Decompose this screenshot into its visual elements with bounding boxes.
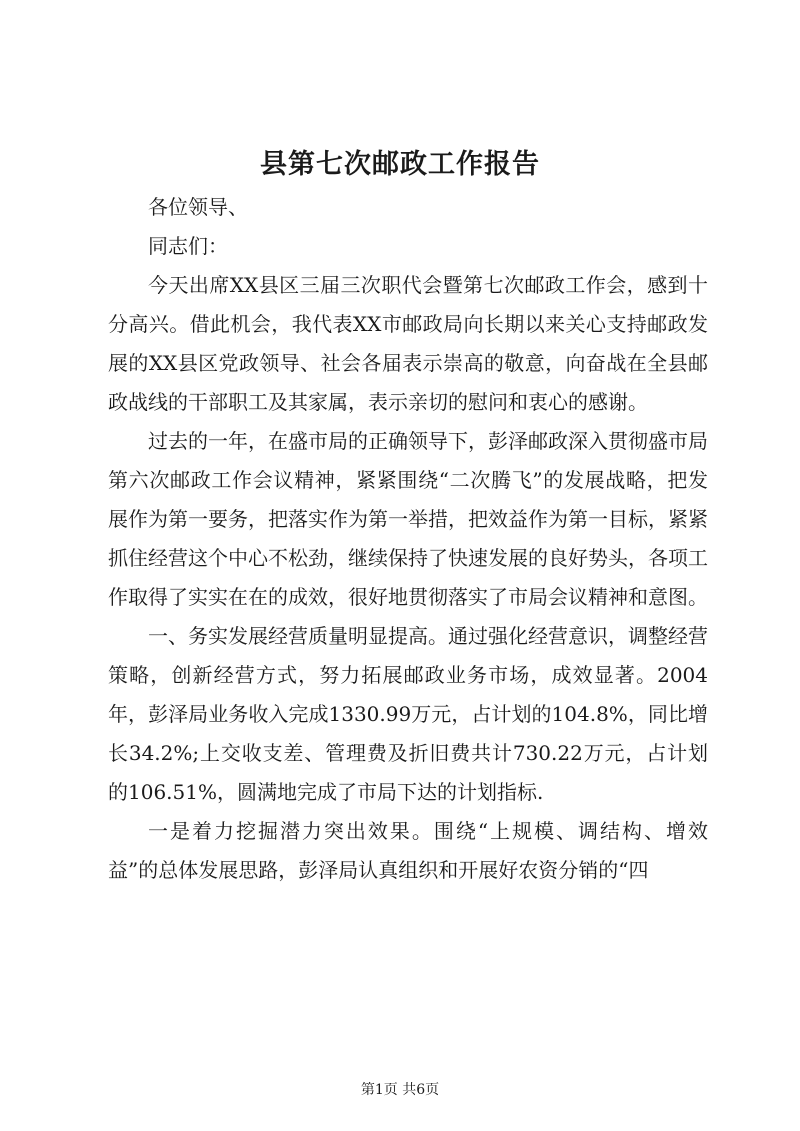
paragraph-section-one: 一、务实发展经营质量明显提高。通过强化经营意识，调整经营策略，创新经营方式，努力拓展邮政业务市场，成效显著。2004年，彭泽局业务收入完成1330.99万元，占计划的104.8%，同比增长34.2%;上交收支差、管理费及折旧费共计730.22万元，占计划的106.51%，圆满地完成了市局下达的计划指标.	[108, 624, 708, 804]
paragraph-review: 过去的一年，在盛市局的正确领导下，彭泽邮政深入贯彻盛市局第六次邮政工作会议精神，紧紧围绕“二次腾飞”的发展战略，把发展作为第一要务，把落实作为第一举措，把效益作为第一目标，紧紧抓住经营这个中心不松劲，继续保持了快速发展的良好势头，各项工作取得了实实在在的成效，很好地贯彻落实了市局会议精神和意图。	[108, 429, 708, 609]
document-body	[108, 188, 708, 890]
salutation-comrades: 同志们：	[148, 234, 228, 258]
paragraph-point-one: 一是着力挖掘潜力突出效果。围绕“上规模、调结构、增效益”的总体发展思路，彭泽局认真组织和开展好农资分销的“四	[108, 819, 708, 882]
document-title: 县第七次邮政工作报告	[260, 149, 540, 180]
paragraph-opening: 今天出席XX县区三届三次职代会暨第七次邮政工作会，感到十分高兴。借此机会，我代表XX市邮政局向长期以来关心支持邮政发展的XX县区党政领导、社会各届表示崇高的敬意，向奋战在全县邮政战线的干部职工及其家属，表示亲切的慰问和衷心的感谢。	[108, 273, 708, 414]
page-footer: 第1页 共6页	[360, 1082, 440, 1098]
salutation-leaders: 各位领导、	[148, 195, 248, 219]
